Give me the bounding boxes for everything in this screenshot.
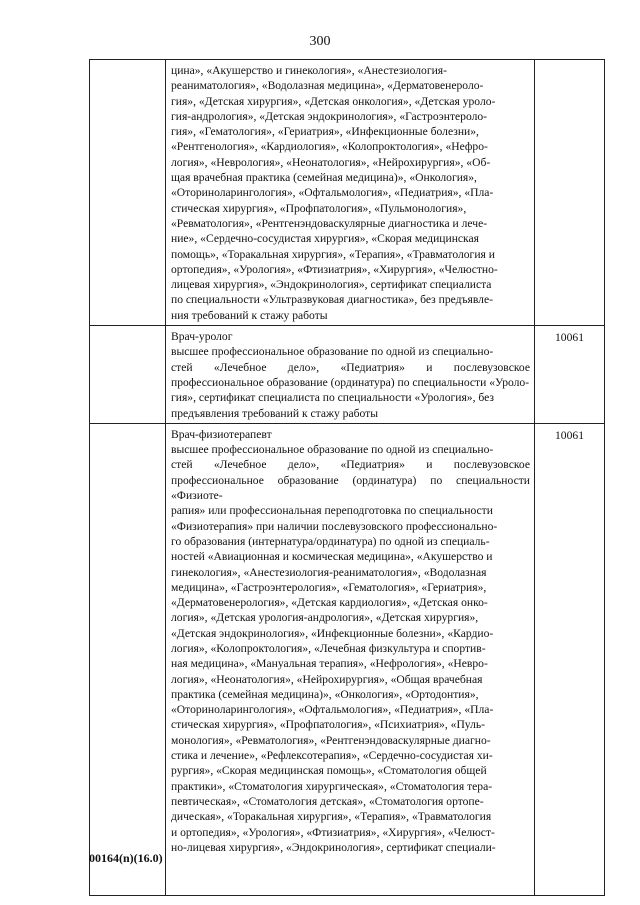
code-text: 10061 xyxy=(555,331,584,345)
page-number: 300 xyxy=(309,34,331,49)
document-code-footer: 00164(n)(16.0) xyxy=(89,851,163,865)
table-row xyxy=(90,326,605,424)
code-text xyxy=(535,60,604,64)
code-cell xyxy=(535,326,605,424)
requirements-text: Врач-физиотерапевт высшее профессиональное образование по одной из специально- стей «Лечебное дело», «Педиатрия» и послевузовское профессиональное образование (ординатура) по специальности «Физиоте- рапия» или профессиональная переподготовка по специальности «Физиотерапия» при наличии послевузовского профессионально- го образования (интернатура/ординатура) по одной из специаль- ностей «Авиационная и космическая медицина», «Акушерство и гинекология», «Анестезиология-реаниматология», «Водолазная медицина», «Гастроэнтерология», «Гематология», «Гериатрия», «Дерматовенерология», «Детская кардиология», «Детская онко- логия», «Детская урология-андрология», «Детская хирургия», «Детская эндокринология», «Инфекционные болезни», «Кардио- логия», «Колопроктология», «Лечебная физкультура и спортив- ная медицина», «Мануальная терапия», «Нефрология», «Невро- логия», «Неонатология», «Нейрохирургия», «Общая врачебная практика (семейная медицина)», «Онкология», «Ортодонтия», «Оториноларингология», «Офтальмология», «Педиатрия», «Пла- стическая хирургия», «Профпатология», «Психиатрия», «Пуль- монология», «Ревматология», «Рентгенэндоваскулярные диагно- стика и лечение», «Рефлексотерапия», «Сердечно-сосудистая хи- рургия», «Скорая медицинская помощь», «Стоматология общей практики», «Стоматология хирургическая», «Стоматология тера- певтическая», «Стоматология детская», «Стоматология ортопе- дическая», «Торакальная хирургия», «Терапия», «Травматология и ортопедия», «Урология», «Фтизиатрия», «Хирургия», «Челюст- но-лицевая хирургия», «Эндокринология», сертификат специали- xyxy=(171,427,530,854)
code-cell xyxy=(535,423,605,895)
table-row xyxy=(90,60,605,326)
requirements-text: Врач-уролог высшее профессиональное образование по одной из специально- стей «Лечебное дело», «Педиатрия» и послевузовское профессиональное образование (ординатура) по специальности «Уроло- гия», сертификат специалиста по специальности «Урология», без предъявления требований к стажу работы xyxy=(171,330,530,420)
requirements-cell xyxy=(166,423,535,895)
empty-cell xyxy=(90,423,166,895)
qualification-table xyxy=(89,59,605,896)
requirements-cell xyxy=(166,60,535,326)
empty-cell xyxy=(90,60,166,326)
code-cell xyxy=(535,60,605,326)
requirements-text: цина», «Акушерство и гинекология», «Анестезиология- реаниматология», «Водолазная медицина», «Дерматовенероло- гия», «Детская хирургия», «Детская онкология», «Детская уроло- гия-андрология», «Детская эндокринология», «Гастроэнтероло- гия», «Гематология», «Гериатрия», «Инфекционные болезни», «Рентгенология», «Кардиология», «Колопроктология», «Нефро- логия», «Неврология», «Неонатология», «Нейрохирургия», «Об- щая врачебная практика (семейная медицина)», «Онкология», «Оториноларингология», «Офтальмология», «Педиатрия», «Пла- стическая хирургия», «Профпатология», «Пульмонология», «Ревматология», «Рентгенэндоваскулярные диагностика и лече- ние», «Сердечно-сосудистая хирургия», «Скорая медицинская помощь», «Торакальная хирургия», «Терапия», «Травматология и ортопедия», «Урология», «Фтизиатрия», «Хирургия», «Челюстно- лицевая хирургия», «Эндокринология», сертификат специалиста по специальности «Ультразвуковая диагностика», без предъявле- ния требований к стажу работы xyxy=(171,64,498,322)
requirements-cell xyxy=(166,326,535,424)
empty-cell xyxy=(90,326,166,424)
code-text: 10061 xyxy=(555,428,584,442)
table-row xyxy=(90,423,605,895)
